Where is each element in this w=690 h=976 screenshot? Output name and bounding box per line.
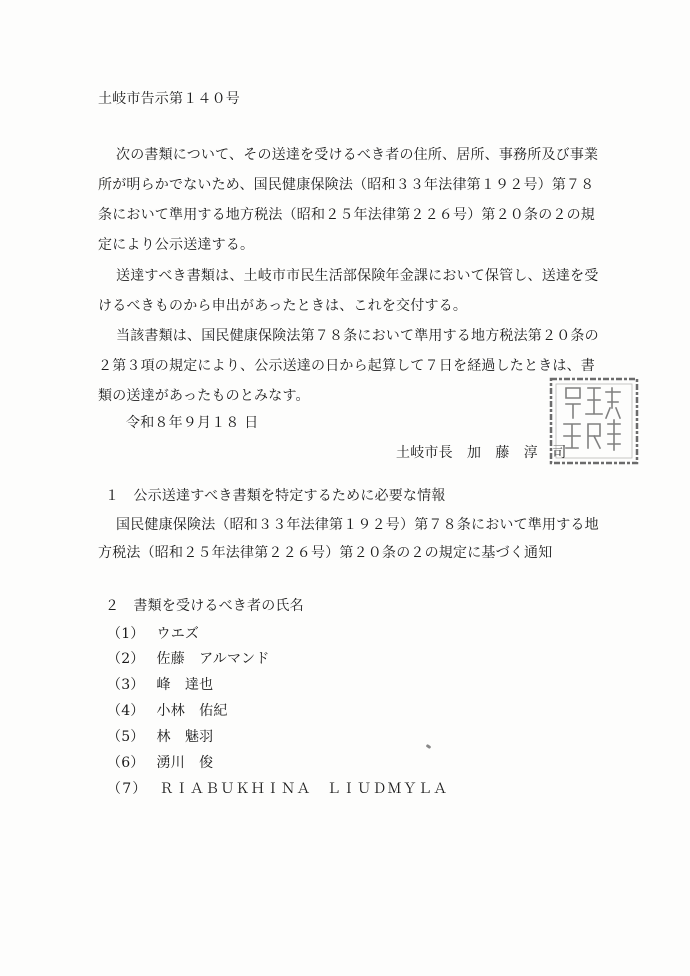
signatory: 土岐市長 加 藤 淳 司 [396, 445, 567, 461]
person-name: ウエズ [156, 626, 200, 642]
list-item [107, 753, 213, 773]
body-line: 条において準用する地方税法（昭和２５年法律第２２６号）第２０条の２の規 [98, 207, 595, 223]
body-line: ２第３項の規定により、公示送達の日から起算して７日を経過したときは、書 [98, 358, 595, 374]
list-item [107, 779, 448, 799]
item-number: （2） [107, 651, 145, 667]
list-item [107, 624, 199, 644]
section1-line: 国民健康保険法（昭和３３年法律第１９２号）第７８条において準用する地 [116, 517, 599, 533]
body-line: 定により公示送達する。 [98, 237, 255, 253]
section2-heading: ２ 書類を受けるべき者の氏名 [105, 598, 304, 614]
item-number: （5） [107, 729, 145, 745]
item-number: （1） [107, 626, 145, 642]
person-name: 湧川 俊 [156, 755, 214, 771]
section1-heading: １ 公示送達すべき書類を特定するために必要な情報 [105, 488, 446, 504]
section1-line: 方税法（昭和２５年法律第２２６号）第２０条の２の規定に基づく通知 [98, 545, 553, 561]
person-name: 小林 佑紀 [156, 703, 228, 719]
scan-speck [426, 744, 432, 749]
item-number: （7） [107, 781, 148, 797]
person-name: ＲＩＡＢＵＫＨＩＮＡ ＬＩＵＤＭＹＬＡ [159, 781, 449, 797]
body-line: 当該書類は、国民健康保険法第７８条において準用する地方税法第２０条の [116, 328, 599, 344]
issue-date: 令和８年９月１８ 日 [126, 415, 259, 431]
list-item [107, 727, 213, 747]
body-line: 類の送達があったものとみなす。 [98, 388, 310, 404]
list-item [107, 701, 228, 721]
person-name: 林 魅羽 [156, 729, 214, 745]
item-number: （6） [107, 755, 145, 771]
list-item [107, 675, 213, 695]
notice-number: 土岐市告示第１４０号 [98, 91, 240, 107]
body-line: 送達すべき書類は、土岐市市民生活部保険年金課において保管し、送達を受 [116, 268, 599, 284]
body-line: けるべきものから申出があったときは、これを交付する。 [98, 298, 468, 314]
item-number: （4） [107, 703, 145, 719]
body-line: 所が明らかでないため、国民健康保険法（昭和３３年法律第１９２号）第７８ [98, 177, 595, 193]
person-name: 佐藤 アルマンド [156, 651, 270, 667]
person-name: 峰 達也 [156, 677, 214, 693]
body-line: 次の書類について、その送達を受けるべき者の住所、居所、事務所及び事業 [116, 147, 599, 163]
list-item [107, 649, 270, 669]
item-number: （3） [107, 677, 145, 693]
official-seal [548, 376, 640, 466]
